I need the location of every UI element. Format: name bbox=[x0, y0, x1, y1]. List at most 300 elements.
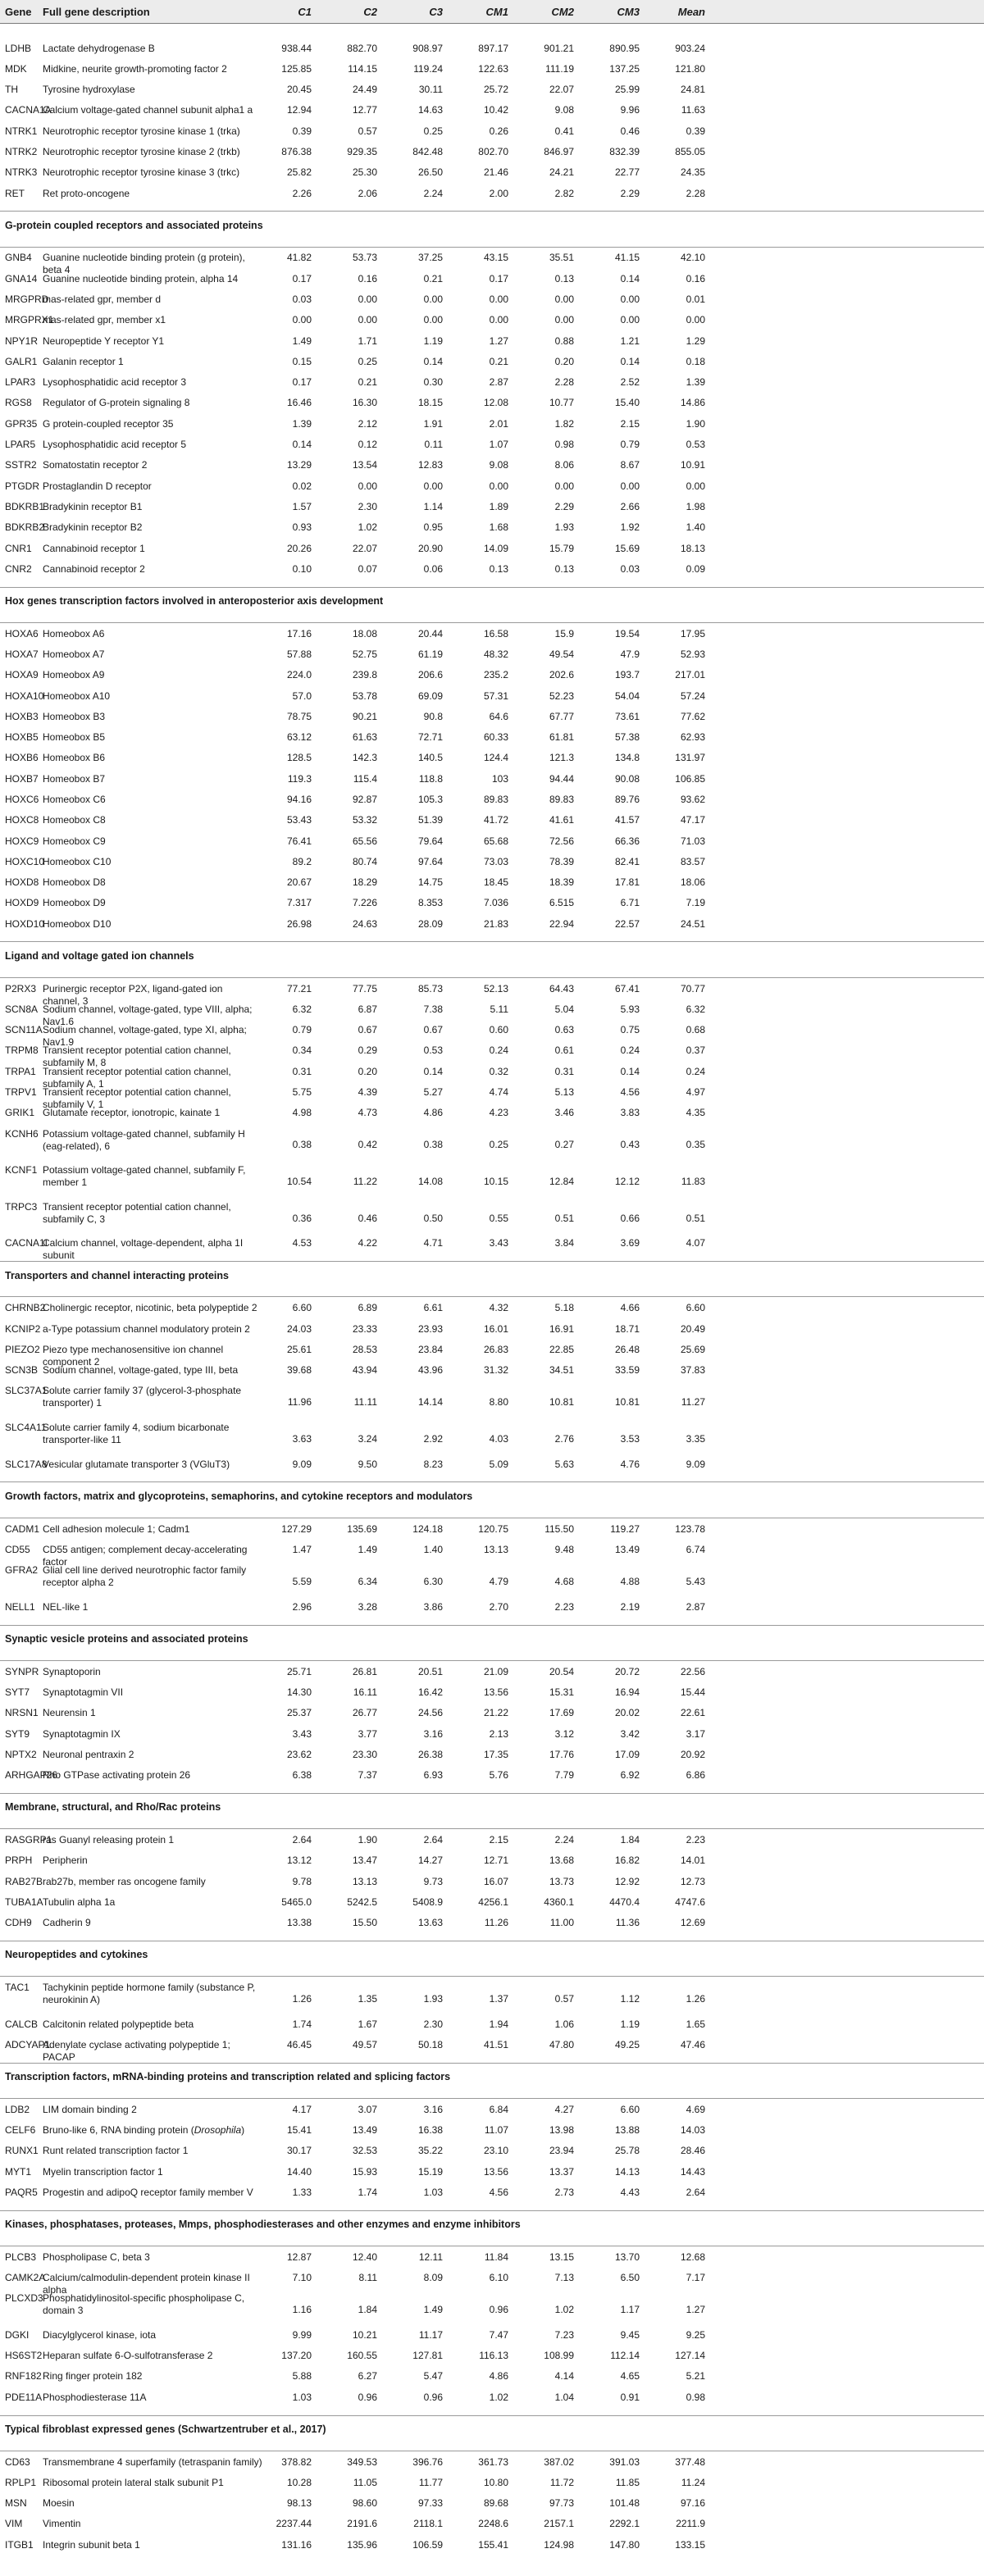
value-cell: 6.74 bbox=[686, 1543, 705, 1555]
value-cell: 17.09 bbox=[614, 1748, 640, 1760]
gene-symbol: TUBA1A bbox=[5, 1896, 43, 1908]
value-cell: 0.38 bbox=[292, 1139, 312, 1151]
section-rule bbox=[0, 587, 984, 588]
value-cell: 0.55 bbox=[489, 1212, 508, 1224]
value-cell: 8.353 bbox=[417, 897, 443, 909]
section-title-rule bbox=[0, 247, 984, 248]
value-cell: 897.17 bbox=[478, 42, 508, 54]
value-cell: 0.11 bbox=[424, 439, 443, 451]
table-row bbox=[0, 2123, 984, 2144]
gene-symbol: LPAR5 bbox=[5, 439, 36, 451]
value-cell: 6.89 bbox=[358, 1302, 377, 1314]
gene-symbol: RPLP1 bbox=[5, 2476, 37, 2488]
table-row bbox=[0, 876, 984, 896]
gene-description: Cannabinoid receptor 1 bbox=[43, 542, 145, 554]
gene-description: Homeobox D9 bbox=[43, 897, 106, 909]
header-mean: Mean bbox=[677, 6, 705, 18]
section-title-rule bbox=[0, 622, 984, 623]
table-row bbox=[0, 42, 984, 62]
value-cell: 24.49 bbox=[352, 84, 377, 96]
value-cell: 0.57 bbox=[554, 1992, 574, 2005]
gene-symbol: GALR1 bbox=[5, 355, 38, 367]
value-cell: 1.12 bbox=[620, 1992, 640, 2005]
gene-symbol: MDK bbox=[5, 62, 27, 75]
gene-symbol: CAMK2A bbox=[5, 2271, 46, 2283]
gene-symbol: HOXB6 bbox=[5, 752, 39, 764]
value-cell: 6.92 bbox=[620, 1769, 640, 1782]
value-cell: 0.24 bbox=[686, 1065, 705, 1077]
value-cell: 15.9 bbox=[554, 627, 574, 639]
gene-description: Adenylate cyclase activating polypeptide 1; PACAP bbox=[43, 2038, 230, 2063]
gene-description: Transient receptor potential cation channel, subfamily C, 3 bbox=[43, 1200, 231, 1225]
section-title-rule bbox=[0, 1828, 984, 1829]
value-cell: 121.80 bbox=[675, 62, 705, 75]
value-cell: 11.22 bbox=[353, 1176, 377, 1188]
value-cell: 12.73 bbox=[680, 1875, 705, 1887]
value-cell: 0.15 bbox=[292, 355, 312, 367]
value-cell: 24.63 bbox=[352, 917, 377, 930]
value-cell: 901.21 bbox=[544, 42, 574, 54]
gene-symbol: HOXB5 bbox=[5, 731, 39, 744]
section-rule bbox=[0, 1481, 984, 1482]
value-cell: 4.86 bbox=[489, 2370, 508, 2383]
table-row bbox=[0, 2144, 984, 2164]
value-cell: 155.41 bbox=[478, 2538, 508, 2551]
section-rule bbox=[0, 1261, 984, 1262]
value-cell: 1.93 bbox=[554, 521, 574, 534]
value-cell: 2292.1 bbox=[609, 2518, 640, 2530]
table-row bbox=[0, 793, 984, 813]
section-title: Membrane, structural, and Rho/Rac proteins bbox=[5, 1801, 221, 1814]
value-cell: 14.30 bbox=[286, 1686, 312, 1698]
value-cell: 67.77 bbox=[549, 710, 574, 722]
value-cell: 13.38 bbox=[286, 1917, 312, 1929]
value-cell: 1.14 bbox=[423, 500, 443, 512]
value-cell: 4.65 bbox=[620, 2370, 640, 2383]
value-cell: 0.95 bbox=[423, 521, 443, 534]
gene-symbol: HOXC10 bbox=[5, 855, 45, 867]
value-cell: 0.67 bbox=[358, 1024, 377, 1036]
value-cell: 11.36 bbox=[615, 1917, 640, 1929]
value-cell: 0.14 bbox=[423, 1065, 443, 1077]
value-cell: 2.66 bbox=[620, 500, 640, 512]
value-cell: 97.73 bbox=[549, 2497, 574, 2510]
value-cell: 22.07 bbox=[549, 84, 574, 96]
value-cell: 2.87 bbox=[686, 1600, 705, 1613]
value-cell: 0.31 bbox=[554, 1065, 574, 1077]
value-cell: 4.17 bbox=[292, 2103, 312, 2115]
value-cell: 5.18 bbox=[554, 1302, 574, 1314]
table-row bbox=[0, 2251, 984, 2271]
value-cell: 391.03 bbox=[609, 2455, 640, 2468]
section-title: Hox genes transcription factors involved in anteroposterior axis development bbox=[5, 594, 384, 607]
value-cell: 17.95 bbox=[680, 627, 705, 639]
value-cell: 202.6 bbox=[549, 669, 574, 681]
value-cell: 41.61 bbox=[549, 814, 574, 826]
value-cell: 0.00 bbox=[489, 294, 508, 306]
value-cell: 134.8 bbox=[614, 752, 640, 764]
gene-description: Cell adhesion molecule 1; Cadm1 bbox=[43, 1522, 190, 1535]
gene-description: Ring finger protein 182 bbox=[43, 2370, 143, 2383]
value-cell: 2.29 bbox=[620, 187, 640, 199]
value-cell: 2.15 bbox=[620, 417, 640, 430]
value-cell: 2.82 bbox=[554, 187, 574, 199]
value-cell: 0.00 bbox=[489, 480, 508, 492]
gene-symbol: MRGPRD bbox=[5, 294, 49, 306]
value-cell: 4470.4 bbox=[609, 1896, 640, 1908]
section-rule bbox=[0, 1793, 984, 1794]
section-title: Neuropeptides and cytokines bbox=[5, 1949, 148, 1961]
value-cell: 57.31 bbox=[483, 690, 508, 702]
section-rule bbox=[0, 1625, 984, 1626]
gene-symbol: HOXA6 bbox=[5, 627, 39, 639]
table-row bbox=[0, 2018, 984, 2038]
value-cell: 31.32 bbox=[483, 1364, 508, 1377]
value-cell: 89.2 bbox=[292, 855, 312, 867]
value-cell: 6.61 bbox=[423, 1302, 443, 1314]
section-title-rule bbox=[0, 1296, 984, 1297]
value-cell: 6.93 bbox=[423, 1769, 443, 1782]
value-cell: 0.00 bbox=[620, 314, 640, 326]
value-cell: 22.85 bbox=[549, 1343, 574, 1355]
value-cell: 105.3 bbox=[417, 793, 443, 805]
value-cell: 7.17 bbox=[686, 2271, 705, 2283]
gene-description: Sodium channel, voltage-gated, type VIII, alpha; Nav1.6 bbox=[43, 1003, 253, 1027]
value-cell: 0.03 bbox=[620, 562, 640, 575]
value-cell: 26.77 bbox=[352, 1707, 377, 1719]
table-row bbox=[0, 751, 984, 771]
header-c2: C2 bbox=[363, 6, 377, 18]
value-cell: 94.44 bbox=[549, 772, 574, 785]
value-cell: 4.27 bbox=[554, 2103, 574, 2115]
value-cell: 0.20 bbox=[554, 355, 574, 367]
value-cell: 19.54 bbox=[614, 627, 640, 639]
value-cell: 65.68 bbox=[483, 835, 508, 847]
value-cell: 206.6 bbox=[417, 669, 443, 681]
table-row bbox=[0, 1343, 984, 1368]
value-cell: 938.44 bbox=[281, 42, 312, 54]
value-cell: 14.86 bbox=[680, 397, 705, 409]
value-cell: 8.23 bbox=[423, 1458, 443, 1470]
value-cell: 23.62 bbox=[286, 1748, 312, 1760]
value-cell: 2.96 bbox=[292, 1600, 312, 1613]
value-cell: 11.85 bbox=[615, 2476, 640, 2488]
value-cell: 4.35 bbox=[686, 1107, 705, 1119]
value-cell: 4.23 bbox=[489, 1107, 508, 1119]
value-cell: 6.50 bbox=[620, 2271, 640, 2283]
table-row bbox=[0, 1916, 984, 1937]
value-cell: 97.33 bbox=[417, 2497, 443, 2510]
value-cell: 1.03 bbox=[292, 2391, 312, 2403]
value-cell: 61.19 bbox=[417, 648, 443, 660]
value-cell: 1.49 bbox=[423, 2304, 443, 2316]
value-cell: 14.08 bbox=[417, 1176, 443, 1188]
gene-symbol: NELL1 bbox=[5, 1600, 35, 1613]
value-cell: 846.97 bbox=[544, 146, 574, 158]
value-cell: 0.02 bbox=[292, 480, 312, 492]
value-cell: 48.32 bbox=[483, 648, 508, 660]
gene-symbol: HOXA9 bbox=[5, 669, 39, 681]
value-cell: 0.42 bbox=[358, 1139, 377, 1151]
value-cell: 7.47 bbox=[489, 2328, 508, 2341]
value-cell: 1.90 bbox=[686, 417, 705, 430]
gene-description: Bruno-like 6, RNA binding protein (Drosophila) bbox=[43, 2123, 245, 2136]
gene-symbol: TRPA1 bbox=[5, 1065, 36, 1077]
table-row bbox=[0, 668, 984, 689]
gene-description: Transmembrane 4 superfamily (tetraspanin family) bbox=[43, 2455, 262, 2468]
value-cell: 13.98 bbox=[549, 2123, 574, 2136]
value-cell: 832.39 bbox=[609, 146, 640, 158]
gene-symbol: CADM1 bbox=[5, 1522, 40, 1535]
value-cell: 127.81 bbox=[412, 2350, 443, 2362]
value-cell: 2.30 bbox=[358, 500, 377, 512]
value-cell: 239.8 bbox=[352, 669, 377, 681]
table-row bbox=[0, 272, 984, 293]
table-row bbox=[0, 2476, 984, 2496]
value-cell: 3.43 bbox=[292, 1727, 312, 1740]
table-row bbox=[0, 2328, 984, 2349]
value-cell: 137.20 bbox=[281, 2350, 312, 2362]
value-cell: 14.43 bbox=[680, 2165, 705, 2178]
table-row bbox=[0, 1563, 984, 1600]
table-row bbox=[0, 2391, 984, 2411]
value-cell: 1.92 bbox=[620, 521, 640, 534]
gene-description: Potassium voltage-gated channel, subfamily H (eag-related), 6 bbox=[43, 1127, 245, 1152]
value-cell: 4.66 bbox=[620, 1302, 640, 1314]
gene-description: Transient receptor potential cation channel, subfamily A, 1 bbox=[43, 1065, 231, 1090]
value-cell: 1.27 bbox=[489, 335, 508, 347]
gene-description: G protein-coupled receptor 35 bbox=[43, 417, 174, 430]
value-cell: 0.91 bbox=[620, 2391, 640, 2403]
gene-symbol: KCNH6 bbox=[5, 1127, 39, 1140]
gene-symbol: SCN11A bbox=[5, 1024, 43, 1036]
value-cell: 1.02 bbox=[554, 2304, 574, 2316]
value-cell: 53.43 bbox=[286, 814, 312, 826]
table-row bbox=[0, 145, 984, 166]
value-cell: 0.14 bbox=[292, 439, 312, 451]
value-cell: 4.07 bbox=[686, 1237, 705, 1249]
value-cell: 0.16 bbox=[358, 272, 377, 284]
table-row bbox=[0, 417, 984, 438]
value-cell: 4.69 bbox=[686, 2103, 705, 2115]
value-cell: 92.87 bbox=[352, 793, 377, 805]
table-row bbox=[0, 917, 984, 938]
value-cell: 802.70 bbox=[478, 146, 508, 158]
value-cell: 24.03 bbox=[286, 1322, 312, 1335]
value-cell: 224.0 bbox=[286, 669, 312, 681]
value-cell: 1.93 bbox=[423, 1992, 443, 2005]
gene-symbol: P2RX3 bbox=[5, 982, 37, 994]
value-cell: 0.60 bbox=[489, 1024, 508, 1036]
value-cell: 10.42 bbox=[483, 104, 508, 116]
value-cell: 52.93 bbox=[680, 648, 705, 660]
value-cell: 26.50 bbox=[417, 166, 443, 179]
value-cell: 16.91 bbox=[549, 1322, 574, 1335]
table-row bbox=[0, 730, 984, 751]
gene-description: Phosphatidylinositol-specific phospholipase C, domain 3 bbox=[43, 2292, 245, 2317]
gene-symbol: GRIK1 bbox=[5, 1107, 35, 1119]
value-cell: 15.40 bbox=[614, 397, 640, 409]
value-cell: 8.67 bbox=[620, 459, 640, 471]
value-cell: 11.26 bbox=[484, 1917, 508, 1929]
value-cell: 2.92 bbox=[423, 1432, 443, 1445]
value-cell: 8.06 bbox=[554, 459, 574, 471]
value-cell: 127.14 bbox=[675, 2350, 705, 2362]
value-cell: 5242.5 bbox=[347, 1896, 377, 1908]
value-cell: 11.24 bbox=[681, 2476, 705, 2488]
value-cell: 20.02 bbox=[614, 1707, 640, 1719]
gene-symbol: BDKRB2 bbox=[5, 521, 45, 534]
gene-symbol: MYT1 bbox=[5, 2165, 32, 2178]
value-cell: 23.84 bbox=[417, 1343, 443, 1355]
value-cell: 903.24 bbox=[675, 42, 705, 54]
gene-description: Neuropeptide Y receptor Y1 bbox=[43, 335, 165, 347]
value-cell: 3.35 bbox=[686, 1432, 705, 1445]
value-cell: 125.85 bbox=[281, 62, 312, 75]
value-cell: 1.82 bbox=[554, 417, 574, 430]
value-cell: 1.74 bbox=[358, 2186, 377, 2198]
value-cell: 25.71 bbox=[286, 1665, 312, 1677]
gene-description: Cadherin 9 bbox=[43, 1917, 91, 1929]
value-cell: 133.15 bbox=[675, 2538, 705, 2551]
value-cell: 3.28 bbox=[358, 1600, 377, 1613]
gene-symbol: HOXD8 bbox=[5, 876, 39, 889]
value-cell: 71.03 bbox=[680, 835, 705, 847]
value-cell: 12.69 bbox=[680, 1917, 705, 1929]
value-cell: 10.15 bbox=[483, 1176, 508, 1188]
gene-description: Calcium voltage-gated channel subunit alpha1 a bbox=[43, 104, 253, 116]
gene-description: Phospholipase C, beta 3 bbox=[43, 2251, 150, 2263]
value-cell: 23.30 bbox=[352, 1748, 377, 1760]
table-row bbox=[0, 710, 984, 730]
value-cell: 49.54 bbox=[549, 648, 574, 660]
value-cell: 0.24 bbox=[620, 1045, 640, 1057]
table-row bbox=[0, 2292, 984, 2328]
gene-description: Cannabinoid receptor 2 bbox=[43, 562, 145, 575]
value-cell: 4.56 bbox=[620, 1086, 640, 1098]
value-cell: 1.02 bbox=[358, 521, 377, 534]
header-description: Full gene description bbox=[43, 6, 150, 18]
value-cell: 1.39 bbox=[686, 376, 705, 389]
gene-description: Transient receptor potential cation channel, subfamily M, 8 bbox=[43, 1045, 231, 1069]
value-cell: 0.13 bbox=[489, 562, 508, 575]
value-cell: 2.12 bbox=[358, 417, 377, 430]
value-cell: 62.93 bbox=[680, 731, 705, 744]
value-cell: 0.79 bbox=[620, 439, 640, 451]
value-cell: 4256.1 bbox=[478, 1896, 508, 1908]
value-cell: 4.03 bbox=[489, 1432, 508, 1445]
gene-symbol: SCN3B bbox=[5, 1364, 39, 1377]
value-cell: 1.49 bbox=[292, 335, 312, 347]
value-cell: 78.75 bbox=[286, 710, 312, 722]
value-cell: 115.4 bbox=[353, 772, 377, 785]
value-cell: 34.51 bbox=[549, 1364, 574, 1377]
value-cell: 24.81 bbox=[680, 84, 705, 96]
value-cell: 3.24 bbox=[358, 1432, 377, 1445]
value-cell: 30.17 bbox=[286, 2145, 312, 2157]
value-cell: 6.60 bbox=[292, 1302, 312, 1314]
value-cell: 14.13 bbox=[614, 2165, 640, 2178]
gene-description: Neuronal pentraxin 2 bbox=[43, 1748, 134, 1760]
gene-symbol: GFRA2 bbox=[5, 1564, 39, 1577]
value-cell: 131.16 bbox=[281, 2538, 312, 2551]
gene-description: Vimentin bbox=[43, 2518, 81, 2530]
value-cell: 217.01 bbox=[675, 669, 705, 681]
gene-symbol: SYT9 bbox=[5, 1727, 30, 1740]
value-cell: 25.72 bbox=[483, 84, 508, 96]
value-cell: 0.35 bbox=[686, 1139, 705, 1151]
table-row bbox=[0, 500, 984, 521]
value-cell: 2.01 bbox=[489, 417, 508, 430]
gene-symbol: SLC17A8 bbox=[5, 1458, 48, 1470]
gene-symbol: SSTR2 bbox=[5, 459, 37, 471]
value-cell: 1.94 bbox=[489, 2018, 508, 2030]
table-row bbox=[0, 103, 984, 124]
value-cell: 24.51 bbox=[680, 917, 705, 930]
section-title: Growth factors, matrix and glycoproteins, semaphorins, and cytokine receptors and modulators bbox=[5, 1490, 473, 1502]
table-row bbox=[0, 335, 984, 355]
value-cell: 124.4 bbox=[483, 752, 508, 764]
value-cell: 5.47 bbox=[423, 2370, 443, 2383]
value-cell: 4.39 bbox=[358, 1086, 377, 1098]
value-cell: 0.00 bbox=[292, 314, 312, 326]
value-cell: 111.19 bbox=[545, 62, 574, 75]
gene-description: Synaptotagmin IX bbox=[43, 1727, 121, 1740]
value-cell: 97.64 bbox=[417, 855, 443, 867]
value-cell: 1.74 bbox=[292, 2018, 312, 2030]
value-cell: 0.00 bbox=[358, 314, 377, 326]
gene-description: Phosphodiesterase 11A bbox=[43, 2391, 147, 2403]
header-c3: C3 bbox=[429, 6, 443, 18]
value-cell: 57.88 bbox=[286, 648, 312, 660]
value-cell: 13.68 bbox=[549, 1855, 574, 1867]
value-cell: 137.25 bbox=[609, 62, 640, 75]
value-cell: 0.12 bbox=[358, 439, 377, 451]
value-cell: 0.75 bbox=[620, 1024, 640, 1036]
value-cell: 5408.9 bbox=[412, 1896, 443, 1908]
value-cell: 89.68 bbox=[483, 2497, 508, 2510]
gene-symbol: CD55 bbox=[5, 1543, 30, 1555]
value-cell: 80.74 bbox=[352, 855, 377, 867]
value-cell: 16.30 bbox=[352, 397, 377, 409]
table-row bbox=[0, 1522, 984, 1543]
value-cell: 3.86 bbox=[423, 1600, 443, 1613]
value-cell: 47.46 bbox=[680, 2038, 705, 2050]
value-cell: 72.71 bbox=[417, 731, 443, 744]
value-cell: 11.11 bbox=[353, 1396, 377, 1409]
gene-symbol: CD63 bbox=[5, 2455, 30, 2468]
section-title-rule bbox=[0, 977, 984, 978]
gene-description: Galanin receptor 1 bbox=[43, 355, 124, 367]
value-cell: 13.13 bbox=[352, 1875, 377, 1887]
value-cell: 5.75 bbox=[292, 1086, 312, 1098]
gene-symbol: SLC37A1 bbox=[5, 1385, 48, 1397]
value-cell: 10.54 bbox=[286, 1176, 312, 1188]
value-cell: 6.87 bbox=[358, 1003, 377, 1015]
table-row bbox=[0, 1686, 984, 1706]
value-cell: 0.67 bbox=[423, 1024, 443, 1036]
value-cell: 1.19 bbox=[423, 335, 443, 347]
gene-description: Diacylglycerol kinase, iota bbox=[43, 2328, 157, 2341]
value-cell: 41.57 bbox=[614, 814, 640, 826]
gene-description: Midkine, neurite growth-promoting factor 2 bbox=[43, 62, 227, 75]
value-cell: 77.75 bbox=[352, 982, 377, 994]
gene-symbol: TH bbox=[5, 84, 18, 96]
value-cell: 0.26 bbox=[489, 125, 508, 137]
value-cell: 0.46 bbox=[358, 1212, 377, 1224]
value-cell: 3.63 bbox=[292, 1432, 312, 1445]
value-cell: 0.17 bbox=[489, 272, 508, 284]
